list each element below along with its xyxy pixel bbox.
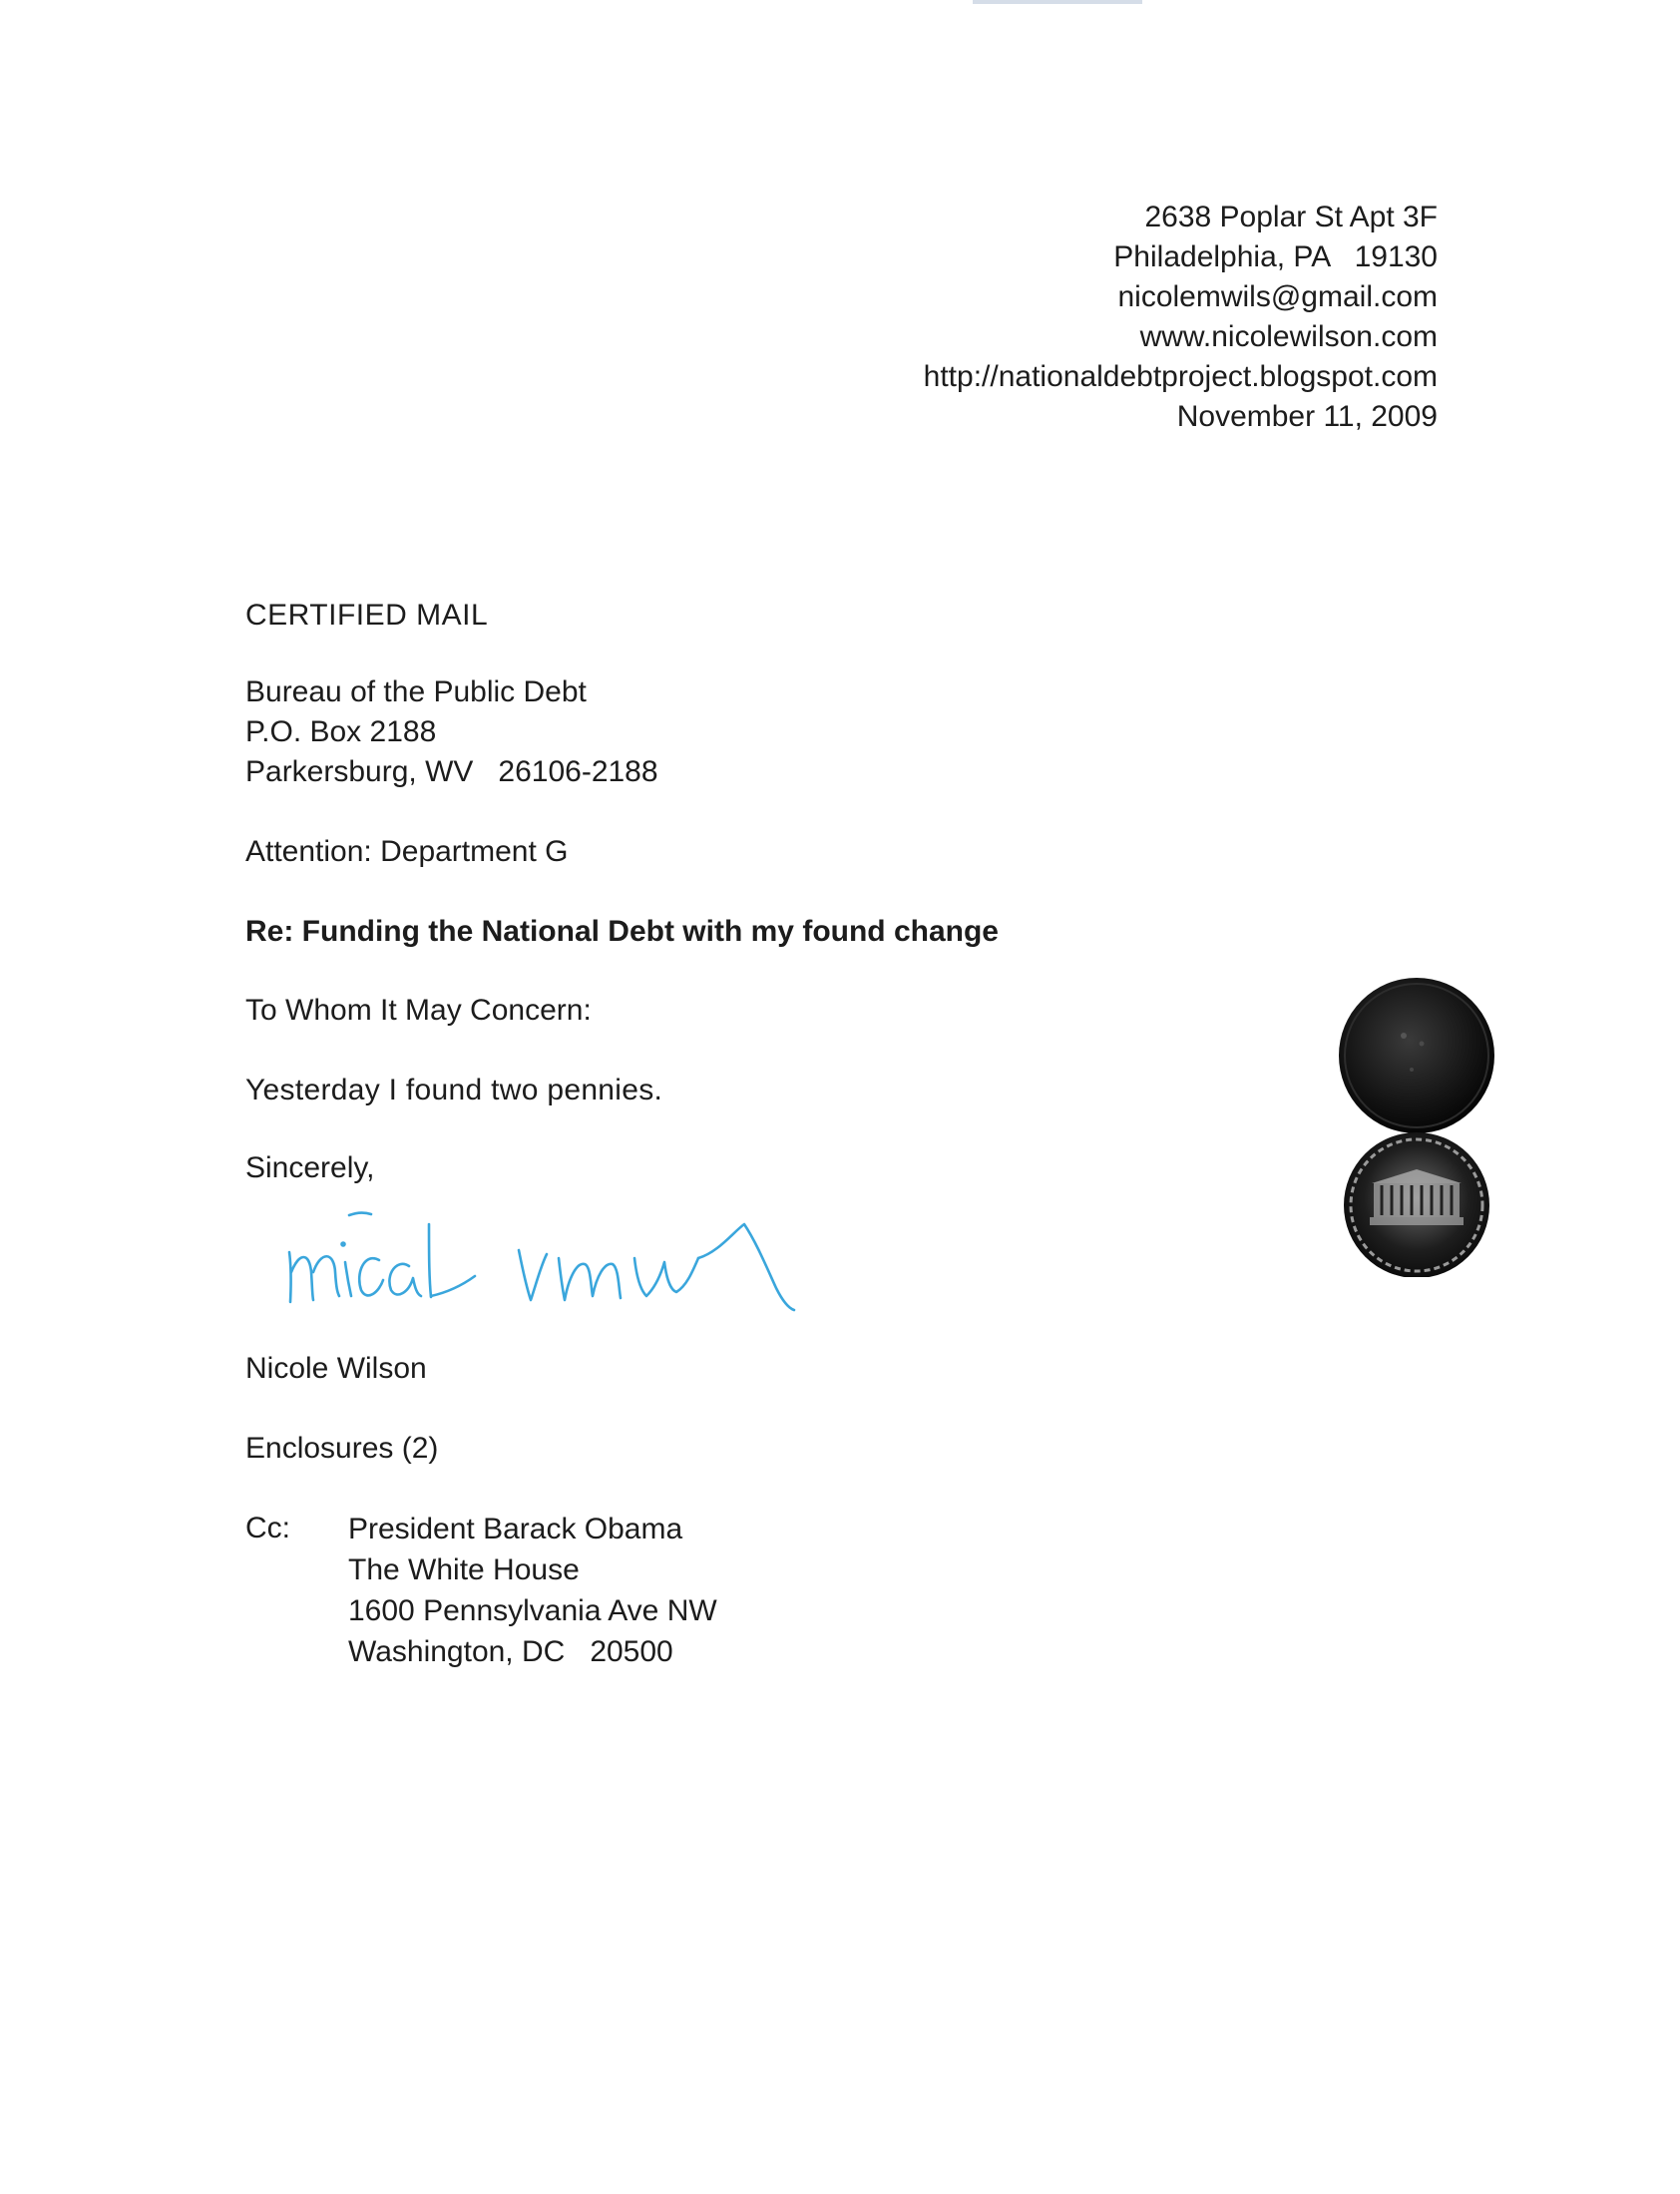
cc-line3: Washington, DC 20500 (348, 1635, 673, 1668)
recipient-po-box: P.O. Box 2188 (245, 715, 437, 748)
cc-address-block (348, 1509, 717, 1672)
salutation: To Whom It May Concern: (245, 994, 592, 1027)
sender-street: 2638 Poplar St Apt 3F (1144, 201, 1438, 233)
subject-line: Re: Funding the National Debt with my found change (245, 915, 999, 948)
cc-line2: 1600 Pennsylvania Ave NW (348, 1594, 717, 1627)
attention-line: Attention: Department G (245, 835, 569, 868)
penny-obverse-icon (1339, 978, 1494, 1133)
recipient-city-line: Parkersburg, WV 26106-2188 (245, 755, 658, 788)
scan-artifact (973, 0, 1142, 4)
sender-blog: http://nationaldebtproject.blogspot.com (923, 360, 1438, 393)
cc-line1: The White House (348, 1553, 580, 1586)
sender-city-line: Philadelphia, PA 19130 (1113, 240, 1438, 273)
penny-reverse-icon (1344, 1132, 1489, 1277)
enclosed-pennies (1312, 978, 1511, 1277)
sender-address-block (924, 198, 1438, 437)
recipient-address-block (245, 672, 658, 792)
enclosures-note: Enclosures (2) (245, 1432, 439, 1465)
cc-name: President Barack Obama (348, 1513, 683, 1545)
handwritten-signature (279, 1192, 878, 1332)
sender-website: www.nicolewilson.com (1139, 320, 1438, 353)
cc-label: Cc: (245, 1512, 290, 1544)
letter-date: November 11, 2009 (1176, 400, 1438, 433)
delivery-method: CERTIFIED MAIL (245, 599, 489, 632)
signer-name: Nicole Wilson (245, 1352, 427, 1385)
recipient-name: Bureau of the Public Debt (245, 675, 587, 708)
closing: Sincerely, (245, 1151, 375, 1184)
letter-body: Yesterday I found two pennies. (245, 1074, 663, 1106)
sender-email: nicolemwils@gmail.com (1117, 280, 1438, 313)
